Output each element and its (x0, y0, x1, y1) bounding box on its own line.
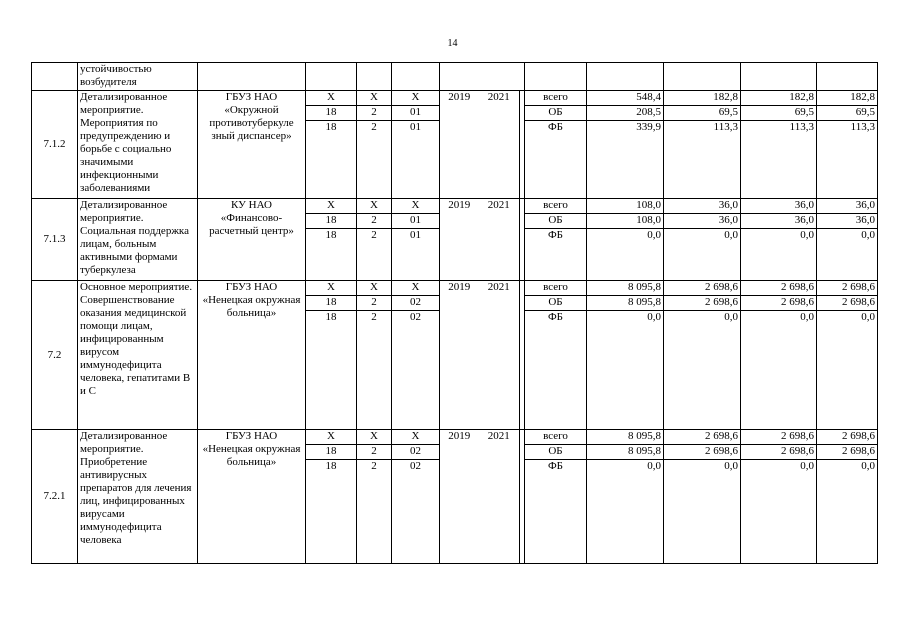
source-cell: всего (525, 199, 587, 214)
source-cell: всего (525, 91, 587, 106)
carry-row (32, 63, 878, 91)
source-cell: всего (525, 430, 587, 445)
code-k3-cell: Х (392, 91, 440, 106)
code-k3-cell: 02 (392, 445, 440, 460)
code-k2-cell: 2 (357, 296, 392, 311)
item-code-cell: 7.2.1 (32, 430, 78, 564)
item-executor-cell: ГБУЗ НАО «Ненецкая окружная больница» (198, 281, 306, 430)
year2-cell: 2 698,6 (741, 445, 817, 460)
start-year-cell: 2019 (440, 199, 479, 281)
total-cell: 8 095,8 (587, 281, 664, 296)
source-cell: всего (525, 281, 587, 296)
code-k1-cell: 18 (306, 106, 357, 121)
start-year-cell: 2019 (440, 430, 479, 564)
code-k2-cell (357, 63, 392, 91)
end-year-cell: 2021 (479, 199, 520, 281)
code-k1-cell: Х (306, 199, 357, 214)
item-code-cell: 7.1.3 (32, 199, 78, 281)
year3-cell: 36,0 (817, 214, 878, 229)
item-name-cell: Детализированное мероприятие. Мероприятия по предупреждению и борьбе с социально значимыми инфекционными заболеваниями (78, 91, 198, 199)
end-year-cell: 2021 (479, 281, 520, 430)
code-k1-cell: Х (306, 430, 357, 445)
code-k3-cell: 01 (392, 121, 440, 199)
start-year-cell (440, 63, 479, 91)
source-cell: ОБ (525, 296, 587, 311)
source-cell: ФБ (525, 311, 587, 430)
table-body (32, 63, 878, 564)
table-row (32, 281, 878, 296)
year1-cell: 2 698,6 (664, 281, 741, 296)
year1-cell: 0,0 (664, 311, 741, 430)
year1-cell: 0,0 (664, 229, 741, 281)
item-name-cell: Детализированное мероприятие. Приобретение антивирусных препаратов для лечения лиц, инфицированных вирусами иммунодефицита человека (78, 430, 198, 564)
start-year-cell: 2019 (440, 281, 479, 430)
page-number: 14 (447, 38, 458, 49)
year2-cell: 36,0 (741, 214, 817, 229)
year3-cell: 0,0 (817, 460, 878, 564)
code-k1-cell: 18 (306, 296, 357, 311)
name-cell: устойчивостью возбудителя (78, 63, 198, 91)
code-k2-cell: 2 (357, 229, 392, 281)
total-cell: 8 095,8 (587, 430, 664, 445)
total-cell: 108,0 (587, 214, 664, 229)
year1-cell: 69,5 (664, 106, 741, 121)
year1-cell: 36,0 (664, 214, 741, 229)
table-row (32, 199, 878, 214)
code-k1-cell: Х (306, 281, 357, 296)
code-k2-cell: 2 (357, 311, 392, 430)
code-k2-cell: 2 (357, 445, 392, 460)
code-k1-cell: 18 (306, 445, 357, 460)
year2-cell: 182,8 (741, 91, 817, 106)
year3-cell: 2 698,6 (817, 445, 878, 460)
year1-cell: 2 698,6 (664, 445, 741, 460)
source-cell: ОБ (525, 445, 587, 460)
total-cell (587, 63, 664, 91)
item-name-cell: Детализированное мероприятие. Социальная поддержка лицам, больным активными формами туберкулеза (78, 199, 198, 281)
item-name-cell: Основное мероприятие. Совершенствование оказания медицинской помощи лицам, инфицированным вирусом иммунодефицита человека, гепатитами В и С (78, 281, 198, 430)
item-code-cell: 7.1.2 (32, 91, 78, 199)
code-k2-cell: Х (357, 91, 392, 106)
year2-cell: 69,5 (741, 106, 817, 121)
total-cell: 8 095,8 (587, 296, 664, 311)
table-row (32, 91, 878, 106)
code-k3-cell: 01 (392, 214, 440, 229)
year3-cell (817, 63, 878, 91)
total-cell: 0,0 (587, 229, 664, 281)
year3-cell: 2 698,6 (817, 296, 878, 311)
start-year-cell: 2019 (440, 91, 479, 199)
code-k2-cell: 2 (357, 106, 392, 121)
code-k1-cell: 18 (306, 121, 357, 199)
year2-cell: 113,3 (741, 121, 817, 199)
source-cell: ОБ (525, 106, 587, 121)
year3-cell: 182,8 (817, 91, 878, 106)
year2-cell: 0,0 (741, 229, 817, 281)
year3-cell: 113,3 (817, 121, 878, 199)
code-k3-cell: Х (392, 199, 440, 214)
total-cell: 208,5 (587, 106, 664, 121)
year2-cell (741, 63, 817, 91)
year1-cell: 182,8 (664, 91, 741, 106)
total-cell: 339,9 (587, 121, 664, 199)
year1-cell: 36,0 (664, 199, 741, 214)
end-year-cell: 2021 (479, 430, 520, 564)
source-cell: ФБ (525, 460, 587, 564)
year2-cell: 2 698,6 (741, 430, 817, 445)
code-k3-cell: 02 (392, 460, 440, 564)
code-k2-cell: 2 (357, 121, 392, 199)
year2-cell: 2 698,6 (741, 296, 817, 311)
year3-cell: 69,5 (817, 106, 878, 121)
executor-cell (198, 63, 306, 91)
code-cell (32, 63, 78, 91)
program-table (31, 62, 878, 564)
source-cell: ОБ (525, 214, 587, 229)
code-k1-cell: 18 (306, 214, 357, 229)
code-k2-cell: Х (357, 281, 392, 296)
total-cell: 8 095,8 (587, 445, 664, 460)
year3-cell: 2 698,6 (817, 430, 878, 445)
year3-cell: 0,0 (817, 311, 878, 430)
year2-cell: 0,0 (741, 460, 817, 564)
code-k3-cell: Х (392, 430, 440, 445)
total-cell: 0,0 (587, 460, 664, 564)
year3-cell: 0,0 (817, 229, 878, 281)
year2-cell: 0,0 (741, 311, 817, 430)
year2-cell: 2 698,6 (741, 281, 817, 296)
code-k2-cell: 2 (357, 460, 392, 564)
year2-cell: 36,0 (741, 199, 817, 214)
code-k3-cell (392, 63, 440, 91)
year3-cell: 36,0 (817, 199, 878, 214)
end-year-cell (479, 63, 520, 91)
code-k1-cell: 18 (306, 229, 357, 281)
table-row (32, 430, 878, 445)
code-k1-cell: Х (306, 91, 357, 106)
total-cell: 0,0 (587, 311, 664, 430)
year1-cell: 2 698,6 (664, 296, 741, 311)
item-executor-cell: ГБУЗ НАО «Окружной противотуберкуле зный диспансер» (198, 91, 306, 199)
year1-cell: 113,3 (664, 121, 741, 199)
code-k3-cell: 02 (392, 311, 440, 430)
code-k1-cell: 18 (306, 460, 357, 564)
item-executor-cell: КУ НАО «Финансово-расчетный центр» (198, 199, 306, 281)
code-k3-cell: 01 (392, 229, 440, 281)
item-code-cell: 7.2 (32, 281, 78, 430)
item-executor-cell: ГБУЗ НАО «Ненецкая окружная больница» (198, 430, 306, 564)
code-k3-cell: 02 (392, 296, 440, 311)
total-cell: 548,4 (587, 91, 664, 106)
code-k3-cell: Х (392, 281, 440, 296)
end-year-cell: 2021 (479, 91, 520, 199)
code-k2-cell: Х (357, 430, 392, 445)
code-k2-cell: Х (357, 199, 392, 214)
code-k1-cell (306, 63, 357, 91)
year3-cell: 2 698,6 (817, 281, 878, 296)
year1-cell (664, 63, 741, 91)
source-cell (525, 63, 587, 91)
code-k2-cell: 2 (357, 214, 392, 229)
code-k3-cell: 01 (392, 106, 440, 121)
total-cell: 108,0 (587, 199, 664, 214)
year1-cell: 0,0 (664, 460, 741, 564)
source-cell: ФБ (525, 121, 587, 199)
year1-cell: 2 698,6 (664, 430, 741, 445)
source-cell: ФБ (525, 229, 587, 281)
code-k1-cell: 18 (306, 311, 357, 430)
